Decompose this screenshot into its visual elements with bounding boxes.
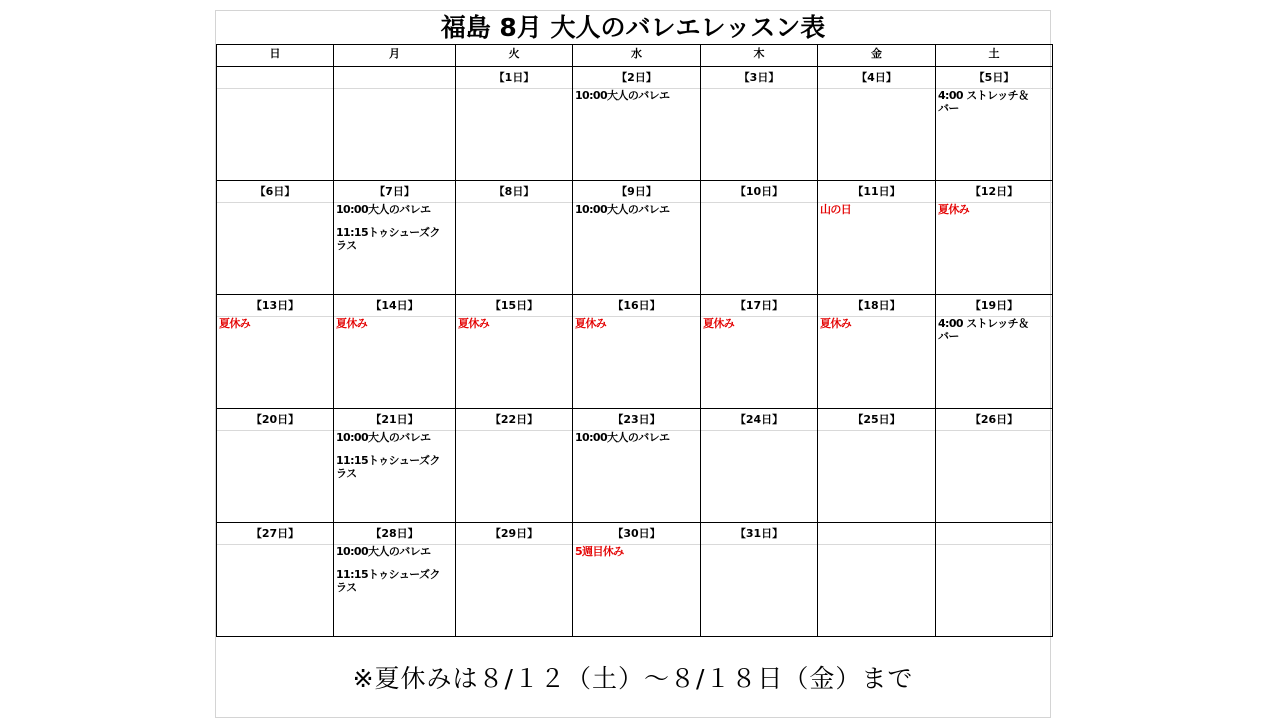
weekday-fri: 金	[818, 45, 936, 67]
date-label: 【14日】	[334, 295, 455, 317]
holiday-label: 夏休み	[938, 203, 970, 216]
calendar-body	[217, 67, 1053, 637]
lesson-entry: 4:00 ストレッチ＆ バー	[938, 317, 1029, 343]
day-cell-sun	[217, 295, 334, 409]
day-cell-mon	[334, 295, 456, 409]
weekday-sun: 日	[217, 45, 334, 67]
day-cell-fri	[818, 295, 936, 409]
weekday-sat: 土	[936, 45, 1053, 67]
date-label: 【27日】	[217, 523, 333, 545]
day-cell-sat	[936, 409, 1053, 523]
holiday-label: 夏休み	[458, 317, 490, 330]
day-cell-wed	[573, 409, 701, 523]
week-row	[217, 67, 1053, 181]
date-label: 【29日】	[456, 523, 572, 545]
day-cell-fri	[818, 409, 936, 523]
date-label: 【1日】	[456, 67, 572, 89]
day-cell-mon	[334, 181, 456, 295]
day-cell-thu	[701, 523, 818, 637]
day-cell-mon	[334, 523, 456, 637]
date-label: 【7日】	[334, 181, 455, 203]
weekday-header-row	[217, 45, 1053, 67]
day-cell-sat	[936, 181, 1053, 295]
date-label: 【24日】	[701, 409, 817, 431]
holiday-label: 夏休み	[336, 317, 368, 330]
date-label: 【12日】	[936, 181, 1052, 203]
day-cell-mon	[334, 409, 456, 523]
date-label: 【18日】	[818, 295, 935, 317]
page-title: 福島 8月 大人のバレエレッスン表	[440, 13, 826, 42]
lesson-entry: 10:00大人のバレエ	[336, 203, 431, 216]
holiday-label: 夏休み	[703, 317, 735, 330]
lesson-entry: 10:00大人のバレエ	[575, 203, 670, 216]
day-cell-thu	[701, 295, 818, 409]
date-label: 【22日】	[456, 409, 572, 431]
day-cell-sun	[217, 181, 334, 295]
holiday-label: 夏休み	[219, 317, 251, 330]
lesson-entry: 11:15トゥシューズク ラス	[336, 454, 440, 480]
holiday-label: 山の日	[820, 203, 852, 216]
lesson-entry: 10:00大人のバレエ	[336, 545, 431, 558]
day-cell-tue	[456, 295, 573, 409]
schedule-sheet	[215, 10, 1051, 718]
date-label: 【2日】	[573, 67, 700, 89]
week-row	[217, 409, 1053, 523]
date-label: 【17日】	[701, 295, 817, 317]
week-row	[217, 181, 1053, 295]
weekday-tue: 火	[456, 45, 573, 67]
day-cell-fri	[818, 523, 936, 637]
date-label: 【9日】	[573, 181, 700, 203]
date-label: 【31日】	[701, 523, 817, 545]
day-cell-wed	[573, 523, 701, 637]
date-label: 【19日】	[936, 295, 1052, 317]
day-cell-thu	[701, 181, 818, 295]
date-label: 【30日】	[573, 523, 700, 545]
day-cell-sat	[936, 67, 1053, 181]
date-label: 【3日】	[701, 67, 817, 89]
day-cell-sun	[217, 409, 334, 523]
day-cell-sun	[217, 523, 334, 637]
lesson-entry: 11:15トゥシューズク ラス	[336, 226, 440, 252]
date-label: 【6日】	[217, 181, 333, 203]
week-row	[217, 295, 1053, 409]
day-cell-wed	[573, 295, 701, 409]
lesson-entry: 10:00大人のバレエ	[336, 431, 431, 444]
date-label: 【4日】	[818, 67, 935, 89]
holiday-label: 夏休み	[820, 317, 852, 330]
day-cell-tue	[456, 523, 573, 637]
weekday-mon: 月	[334, 45, 456, 67]
date-label: 【10日】	[701, 181, 817, 203]
date-label: 【20日】	[217, 409, 333, 431]
date-label: 【25日】	[818, 409, 935, 431]
date-label: 【15日】	[456, 295, 572, 317]
day-cell-sat	[936, 523, 1053, 637]
date-label: 【21日】	[334, 409, 455, 431]
date-label: 【5日】	[936, 67, 1052, 89]
weekday-thu: 木	[701, 45, 818, 67]
date-label: 【13日】	[217, 295, 333, 317]
week-row	[217, 523, 1053, 637]
lesson-entry: 11:15トゥシューズク ラス	[336, 568, 440, 594]
day-cell-thu	[701, 409, 818, 523]
day-cell-tue	[456, 409, 573, 523]
summer-break-note: ※夏休みは８/１２（土）～８/１８日（金）まで	[352, 664, 914, 693]
date-label: 【23日】	[573, 409, 700, 431]
weekday-wed: 水	[573, 45, 701, 67]
day-cell-mon	[334, 67, 456, 181]
date-label: 【26日】	[936, 409, 1052, 431]
day-cell-wed	[573, 181, 701, 295]
holiday-label: 夏休み	[575, 317, 607, 330]
date-label: 【11日】	[818, 181, 935, 203]
date-label	[936, 523, 1052, 545]
day-cell-tue	[456, 67, 573, 181]
lesson-entry: 10:00大人のバレエ	[575, 431, 670, 444]
date-label	[217, 67, 333, 89]
date-label	[818, 523, 935, 545]
calendar-table	[216, 44, 1053, 637]
date-label: 【8日】	[456, 181, 572, 203]
day-cell-wed	[573, 67, 701, 181]
date-label	[334, 67, 455, 89]
date-label: 【16日】	[573, 295, 700, 317]
date-label: 【28日】	[334, 523, 455, 545]
day-cell-fri	[818, 181, 936, 295]
day-cell-tue	[456, 181, 573, 295]
lesson-entry: 10:00大人のバレエ	[575, 89, 670, 102]
day-cell-sun	[217, 67, 334, 181]
day-cell-fri	[818, 67, 936, 181]
day-cell-thu	[701, 67, 818, 181]
lesson-entry: 4:00 ストレッチ＆ バー	[938, 89, 1029, 115]
day-cell-sat	[936, 295, 1053, 409]
holiday-label: 5週目休み	[575, 545, 624, 558]
